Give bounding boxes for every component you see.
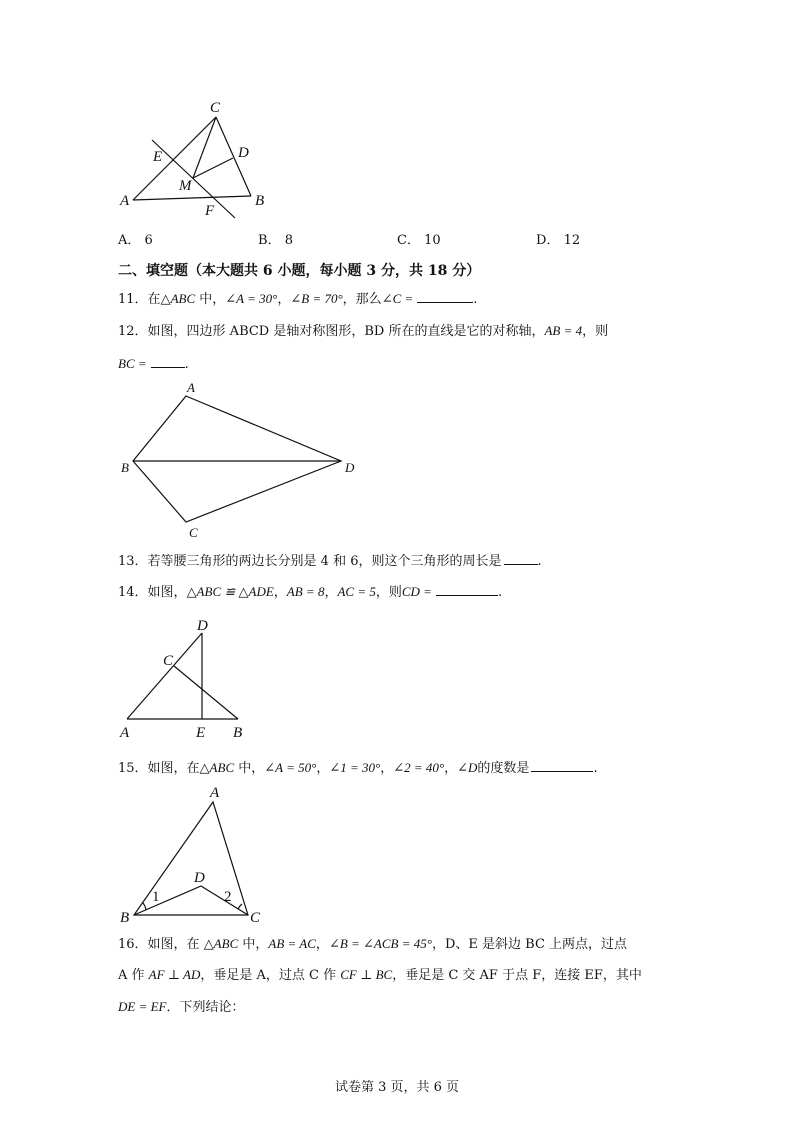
option-text: 10 <box>424 233 441 248</box>
label-C: C <box>163 653 174 669</box>
question-number: 13． <box>118 554 148 569</box>
question-number: 11． <box>118 292 148 307</box>
label-A: A <box>210 785 220 801</box>
label-C: C <box>189 525 198 540</box>
angle-b: ∠B = 70° <box>290 291 343 306</box>
angle-2: ∠2 = 40° <box>393 760 445 775</box>
q10-option-a: A． 6 <box>118 233 153 248</box>
cf-perp-bc: CF ⊥ BC <box>340 967 393 982</box>
period: . <box>537 554 542 569</box>
separator: ， <box>316 761 330 776</box>
q10-option-d: D． 12 <box>536 233 581 248</box>
question-number: 15． <box>118 761 148 776</box>
q15-text-3: 的度数是 <box>477 761 530 776</box>
q16-text-6: ，垂足是 C 交 AF 于点 F，连接 EF，其中 <box>392 968 642 983</box>
section-heading: 二、填空题（本大题共 6 小题，每小题 3 分，共 18 分） <box>118 263 481 279</box>
q16-text-4: A 作 <box>118 968 149 983</box>
angle-a: ∠A = 30° <box>225 291 278 306</box>
option-letter: C <box>397 233 407 248</box>
congruence-statement: △ABC ≌ △ADE <box>186 584 274 599</box>
label-E: E <box>196 725 206 741</box>
label-angle-2: 2 <box>224 889 232 905</box>
question-number: 14． <box>118 585 148 600</box>
angle-c: ∠C = <box>381 291 414 306</box>
question-number: 12． <box>118 324 148 339</box>
separator: ， <box>277 292 291 307</box>
angle-a: ∠A = 50° <box>264 760 317 775</box>
separator: ， <box>315 937 329 952</box>
q16-text-7: ．下列结论： <box>166 1000 245 1015</box>
angle-d: ∠D <box>457 760 478 775</box>
q11-text-1: 在 <box>147 292 161 307</box>
label-angle-1: 1 <box>152 889 160 905</box>
ac-length: AC = 5 <box>337 584 376 599</box>
label-D: D <box>345 460 355 475</box>
de-equals-ef: DE = EF <box>118 999 167 1014</box>
q12-text-2: ，则 <box>582 324 609 339</box>
option-text: 8 <box>284 233 293 248</box>
af-perp-ad: AF ⊥ AD <box>148 967 201 982</box>
label-A: A <box>120 725 130 741</box>
label-C: C <box>250 910 261 926</box>
page-footer: 试卷第 3 页，共 6 页 <box>334 1080 460 1095</box>
q10-option-c: C． 10 <box>397 233 441 248</box>
q12-text-1: 如图，四边形 ABCD 是轴对称图形，BD 所在的直线是它的对称轴， <box>147 324 545 339</box>
q16-text-2: 中， <box>238 937 269 952</box>
q14-text-2: ，则 <box>375 585 402 600</box>
cd-expression: CD = <box>401 584 432 599</box>
question-16-line1 <box>118 934 627 955</box>
separator: ， <box>380 761 394 776</box>
q11-text-2: 中， <box>195 292 226 307</box>
q11-text-3: ，那么 <box>342 292 382 307</box>
ab-length: AB = 8 <box>286 584 325 599</box>
label-B: B <box>233 725 243 741</box>
label-A: A <box>187 380 195 395</box>
label-B: B <box>120 910 130 926</box>
period: . <box>184 357 189 372</box>
label-M: M <box>179 178 192 194</box>
option-text: 12 <box>563 233 581 248</box>
angle-2-arc <box>238 904 242 909</box>
q16-text-5: ，垂足是 A，过点 C 作 <box>200 968 341 983</box>
label-C: C <box>210 100 221 116</box>
label-A: A <box>120 193 130 209</box>
angle-1-arc <box>142 902 146 910</box>
label-D: D <box>194 870 205 886</box>
q15-text-2: 中， <box>234 761 265 776</box>
triangle-name: ABC <box>170 291 196 306</box>
triangle-name: △ABC <box>199 760 235 775</box>
label-D: D <box>238 145 249 161</box>
period: . <box>593 761 598 776</box>
period: . <box>473 292 478 307</box>
option-text: 6 <box>144 233 153 248</box>
q15-text-1: 如图，在 <box>147 761 200 776</box>
option-letter: D <box>536 233 547 248</box>
label-D: D <box>197 618 208 634</box>
question-number: 16． <box>118 937 148 952</box>
separator: ， <box>444 761 458 776</box>
q16-text-1: 如图，在 <box>147 937 204 952</box>
angle-1: ∠1 = 30° <box>329 760 381 775</box>
triangle-symbol: △ <box>160 292 171 307</box>
q14-text-1: 如图， <box>147 585 187 600</box>
label-E: E <box>153 149 163 165</box>
ab-length: AB = 4 <box>544 323 583 338</box>
q10-option-b: B． 8 <box>258 233 293 248</box>
ab-equals-ac: AB = AC <box>268 936 316 951</box>
triangle-name: △ABC <box>203 936 239 951</box>
label-F: F <box>205 203 215 219</box>
question-16-line3 <box>118 997 245 1018</box>
bc-expression: BC = <box>118 356 147 371</box>
q13-text: 若等腰三角形的两边长分别是 4 和 6，则这个三角形的周长是 <box>147 554 502 569</box>
option-letter: B <box>258 233 268 248</box>
separator: ， <box>273 585 287 600</box>
period: . <box>497 585 503 600</box>
label-B: B <box>121 460 129 475</box>
option-letter: A <box>118 233 128 248</box>
label-B: B <box>255 193 265 209</box>
q16-text-3: ，D、E 是斜边 BC 上两点，过点 <box>431 937 628 952</box>
question-16-line2 <box>118 965 642 986</box>
separator: ， <box>324 585 338 600</box>
angle-equality: ∠B = ∠ACB = 45° <box>328 936 432 951</box>
